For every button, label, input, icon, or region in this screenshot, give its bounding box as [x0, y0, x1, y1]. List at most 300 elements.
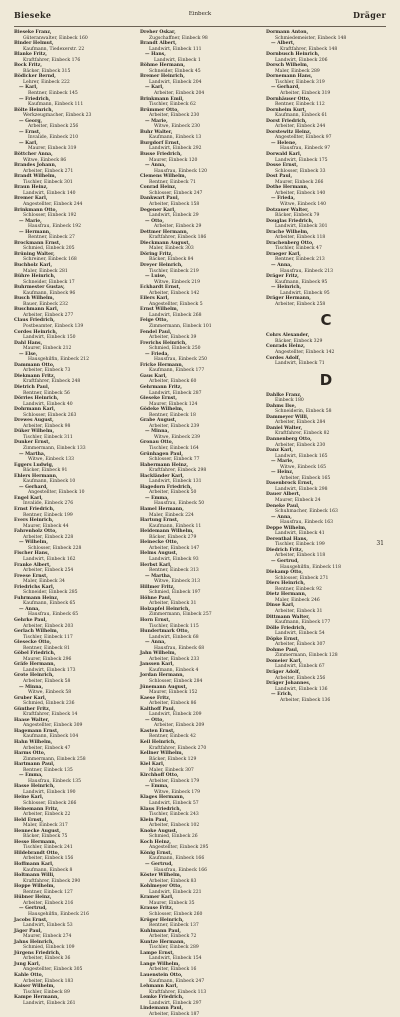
entry-address: Maurer, Einbeck 24: [275, 498, 321, 504]
directory-entry: [14, 585, 134, 596]
entry-name: Feige Otto,: [140, 318, 169, 324]
entry-name: Kaiser Wilhelm,: [14, 984, 55, 990]
entry-address: Schneider, Einbeck 285: [23, 590, 78, 596]
directory-entry: [14, 108, 134, 119]
directory-entry: [140, 52, 260, 63]
directory-entry: [266, 333, 386, 344]
entry-name: Drache Wilhelm,: [266, 229, 309, 235]
entry-name: — Friedrich,: [19, 96, 51, 102]
directory-entry: [140, 429, 260, 440]
directory-entry: [266, 603, 386, 614]
entry-address: Schlosser, Einbeck 266: [23, 801, 77, 807]
entry-name: Gehrmann Fritz,: [140, 385, 182, 390]
entry-address: Arbeiter, Einbeck 142: [149, 290, 200, 296]
entry-name: Heinecke Otto,: [140, 540, 179, 546]
entry-address: Witwe, Einbeck 219: [154, 279, 201, 285]
entry-name: Klaus Friedrich,: [140, 806, 182, 812]
directory-entry: [140, 407, 260, 418]
entry-address: Arbeiter, Einbeck 284: [275, 420, 326, 426]
entry-address: Lehrer, Einbeck 222: [23, 79, 70, 85]
entry-name: Dornheim Kurt,: [266, 107, 307, 113]
directory-entry: [266, 130, 386, 141]
entry-address: Schreiner, Einbeck 168: [23, 257, 77, 263]
page-header: [14, 10, 386, 24]
directory-entry: [266, 581, 386, 592]
entry-name: Evers Heinrich,: [14, 518, 54, 524]
entry-address: Hausfrau, Einbeck 65: [28, 612, 79, 618]
entry-name: Deppe Wilhelm,: [266, 525, 307, 531]
directory-entry: [14, 474, 134, 485]
entry-address: Hausfrau, Einbeck 250: [154, 357, 208, 363]
entry-address: Maurer, Einbeck 319: [28, 146, 77, 152]
entry-address: Maurer, Einbeck 274: [23, 934, 72, 940]
directory-entry: [14, 63, 134, 74]
directory-entry: [14, 563, 134, 574]
entry-name: Frerichs Heinrich,: [140, 340, 187, 346]
directory-entry: [140, 840, 260, 851]
header-right-keyword: Dräger: [352, 10, 386, 20]
entry-address: Landwirt, Einbeck 136: [275, 686, 328, 692]
directory-entry: [140, 574, 260, 585]
entry-address: Landwirt, Einbeck 165: [275, 453, 328, 459]
entry-name: Düker Wilhelm,: [14, 429, 55, 435]
entry-address: Angestellter, Einbeck 5: [149, 301, 203, 307]
entry-name: Krause Fritz,: [140, 906, 174, 912]
directory-entry: [140, 241, 260, 252]
entry-name: Brüning Walter,: [14, 251, 55, 257]
entry-address: Witwe, Einbeck 179: [154, 789, 201, 795]
directory-entry: [14, 440, 134, 451]
entry-name: Degener Karl,: [140, 207, 176, 213]
entry-address: Landwirt, Einbeck 41: [275, 531, 325, 537]
directory-entry: [140, 119, 260, 130]
entry-address: Landwirt, Einbeck 261: [23, 1000, 76, 1006]
directory-entry: [14, 507, 134, 518]
directory-entry: [14, 85, 134, 96]
column-2: [140, 30, 260, 1017]
directory-entry: [14, 463, 134, 474]
entry-address: Kaufmann, Einbeck 177: [149, 368, 205, 374]
directory-entry: [140, 685, 260, 696]
directory-entry: [140, 307, 260, 318]
directory-entry: [140, 230, 260, 241]
entry-address: Tischler, Einbeck 241: [23, 845, 73, 851]
entry-name: — Heinrich,: [271, 285, 302, 291]
entry-address: Arbeiter, Einbeck 204: [154, 91, 205, 97]
entry-name: — Marie,: [145, 118, 168, 124]
entry-address: Maler, Einbeck 317: [23, 823, 68, 829]
entry-name: Hoffmann Karl,: [14, 862, 54, 868]
directory-entry: [14, 884, 134, 895]
entry-address: Arbeiter, Einbeck 118: [275, 553, 326, 559]
directory-entry: [14, 263, 134, 274]
entry-address: Kraftfahrer, Einbeck 176: [23, 57, 81, 63]
directory-entry: [140, 108, 260, 119]
directory-entry: [140, 618, 260, 629]
entry-name: Böhme Hermann,: [140, 63, 186, 69]
entry-name: — Emma,: [145, 495, 169, 501]
entry-address: Zugschaffner, Einbeck 98: [149, 35, 208, 41]
column-1: [14, 30, 134, 1006]
entry-name: Jürgens Friedrich,: [14, 950, 61, 956]
entry-address: Arbeiter, Einbeck 230: [149, 113, 200, 119]
entry-address: Arbeiter, Einbeck 29: [154, 224, 202, 230]
entry-name: Dauer Albert,: [266, 492, 301, 498]
entry-name: Cordes Adolf,: [266, 355, 301, 361]
entry-address: Tischler, Einbeck 219: [149, 268, 199, 274]
entry-address: Landwirt, Einbeck 57: [149, 801, 199, 807]
directory-entry: [14, 130, 134, 141]
entry-address: Maler, Einbeck 34: [23, 579, 65, 585]
entry-address: Rentner, Einbeck 27: [28, 235, 75, 241]
directory-entry: [140, 219, 260, 230]
entry-name: Kellner Wilhelm,: [140, 751, 184, 757]
entry-address: Postbeamter, Einbeck 139: [23, 323, 84, 329]
entry-address: Kaufmann, Einbeck 111: [28, 102, 84, 108]
entry-address: Tischler, Einbeck 47: [275, 246, 322, 252]
entry-name: — Anna,: [19, 606, 40, 612]
directory-entry: [140, 474, 260, 485]
entry-address: Arbeiter, Einbeck 230: [275, 442, 326, 448]
header-center-place: Einbeck: [188, 11, 212, 17]
entry-address: Arbeiter, Einbeck 165: [280, 475, 331, 481]
entry-name: — Gerhard,: [19, 484, 48, 490]
entry-name: Heinemann Fritz,: [14, 806, 59, 812]
entry-address: Maurer, Einbeck 124: [149, 401, 198, 407]
entry-address: Hausgehilfin, Einbeck 118: [280, 564, 341, 570]
entry-name: Ernst Friedrich,: [14, 507, 55, 513]
entry-name: Kampe Hermann,: [14, 995, 59, 1001]
directory-entry: [140, 318, 260, 329]
directory-entry: [14, 829, 134, 840]
entry-name: Krüger Heinrich,: [140, 917, 184, 923]
entry-address: Kaufmann, Einbeck 95: [275, 279, 328, 285]
entry-address: Arbeiter, Einbeck 319: [280, 91, 331, 97]
entry-address: Kraftfahrer, Einbeck 113: [149, 989, 207, 995]
entry-address: Arbeiter, Einbeck 183: [23, 978, 74, 984]
entry-address: Güteranwalter, Einbeck 160: [23, 35, 88, 41]
entry-address: Landwirt, Einbeck 54: [275, 631, 325, 637]
directory-entry: [14, 951, 134, 962]
entry-name: Domeier Karl,: [266, 658, 302, 664]
entry-name: Kirchhoff Otto,: [140, 773, 179, 779]
directory-entry: [266, 415, 386, 426]
entry-address: Arbeiter, Einbeck 31: [149, 601, 197, 607]
entry-address: Maler, Einbeck 224: [149, 512, 194, 518]
entry-address: Arbeiter, Einbeck 147: [149, 545, 200, 551]
directory-entry: [14, 995, 134, 1006]
entry-name: — Anna,: [271, 262, 292, 268]
directory-entry: [140, 862, 260, 873]
entry-address: Landwirt, Einbeck 292: [149, 146, 202, 152]
directory-entry: [140, 185, 260, 196]
directory-entry: [14, 862, 134, 873]
entry-name: Buschmann Karl,: [14, 307, 59, 313]
entry-address: Tischler, Einbeck 199: [275, 542, 325, 548]
entry-address: Hausfrau, Einbeck 166: [154, 867, 208, 873]
entry-address: Rentner, Einbeck 199: [23, 512, 73, 518]
directory-entry: [14, 707, 134, 718]
directory-entry: [266, 252, 386, 263]
entry-name: Keil Heinrich,: [140, 740, 176, 745]
directory-entry: [14, 751, 134, 762]
entry-address: Arbeiter, Einbeck 72: [149, 934, 197, 940]
entry-name: — Hermann,: [19, 229, 51, 235]
directory-entry: [266, 296, 386, 307]
entry-name: — Helene,: [271, 140, 297, 146]
entry-name: Klein Paul,: [140, 817, 169, 823]
directory-entry: [140, 63, 260, 74]
entry-address: Arbeiter, Einbeck 50: [149, 490, 197, 496]
entry-name: Brandes Johann,: [14, 163, 57, 169]
directory-entry: [14, 640, 134, 651]
entry-address: Kaufmann, Einbeck 166: [149, 856, 205, 862]
directory-entry: [266, 141, 386, 152]
directory-entry: [14, 895, 134, 906]
entry-address: Kaufmann, Einbeck 65: [23, 601, 76, 607]
entry-name: Grote Heinrich,: [14, 673, 54, 679]
entry-address: Tischler, Einbeck 311: [23, 434, 73, 440]
entry-name: Dorstewitz Heinz,: [266, 129, 312, 135]
directory-entry: [140, 995, 260, 1006]
directory-entry: [14, 196, 134, 207]
entry-address: Kraftfahrer, Einbeck 270: [149, 745, 207, 751]
entry-name: — Anna,: [145, 640, 166, 646]
directory-entry: [266, 448, 386, 459]
entry-name: Dothe Hermann,: [266, 185, 309, 191]
directory-entry: [266, 41, 386, 52]
entry-name: Harms Otto,: [14, 751, 46, 757]
directory-entry: [14, 341, 134, 352]
entry-address: Kraftfahrer, Einbeck 82: [275, 431, 330, 437]
directory-entry: [14, 618, 134, 629]
directory-entry: [14, 851, 134, 862]
entry-address: Landwirt, Einbeck 221: [149, 889, 202, 895]
entry-name: Heidemann Wilhelm,: [140, 529, 194, 535]
entry-address: Bäcker, Einbeck 84: [149, 257, 194, 263]
entry-address: Arbeiter, Einbeck 86: [149, 701, 197, 707]
entry-name: Hillmer Fritz,: [140, 584, 175, 590]
entry-address: Schlosser, Einbeck 284: [149, 678, 203, 684]
directory-entry: [14, 241, 134, 252]
directory-entry: [14, 485, 134, 496]
entry-address: Bäcker, Einbeck 129: [149, 756, 197, 762]
directory-entry: [140, 352, 260, 363]
entry-address: Rentner, Einbeck 213: [275, 257, 325, 263]
entry-address: Landwirt, Einbeck 287: [149, 390, 202, 396]
entry-name: Lange Wilhelm,: [140, 961, 180, 967]
entry-name: — Emma,: [145, 784, 169, 790]
entry-address: Hausfrau, Einbeck 163: [280, 520, 334, 526]
entry-address: Angestellter, Einbeck 142: [275, 349, 335, 355]
entry-name: — Luise,: [145, 274, 167, 280]
entry-address: Rentner, Einbeck 313: [149, 568, 199, 574]
entry-name: Hennecke August,: [14, 828, 61, 834]
entry-name: Dornbusch Heinrich,: [266, 52, 320, 58]
entry-address: Landwirt, Einbeck 301: [275, 224, 328, 230]
entry-name: Jünemann August,: [140, 684, 188, 690]
entry-name: Dohrmann Karl,: [14, 407, 56, 413]
entry-name: — Marie,: [271, 459, 294, 465]
directory-entry: [140, 718, 260, 729]
entry-name: Kuntze Hermann,: [140, 939, 186, 945]
directory-entry: [266, 263, 386, 274]
directory-entry: [14, 152, 134, 163]
entry-name: Dahl Hans,: [14, 340, 43, 346]
directory-entry: [140, 152, 260, 163]
entry-address: Landwirt, Einbeck 268: [149, 312, 202, 318]
directory-entry: [266, 659, 386, 670]
entry-name: Lehmann Karl,: [140, 984, 178, 990]
entry-name: Hamel Hermann,: [140, 507, 184, 513]
header-rule: [14, 26, 386, 27]
directory-entry: [266, 648, 386, 659]
entry-name: Brümmer Otto,: [140, 107, 179, 113]
entry-name: Dräger Hermann,: [266, 296, 311, 302]
entry-address: Landwirt, Einbeck 53: [23, 923, 73, 929]
directory-entry: [140, 662, 260, 673]
directory-entry: [140, 330, 260, 341]
entry-address: Arbeiter, Einbeck 228: [23, 534, 74, 540]
entry-name: Gruber Karl,: [14, 695, 47, 701]
directory-entry: [140, 873, 260, 884]
entry-name: Diekmann Fritz,: [14, 373, 56, 379]
directory-entry: [266, 470, 386, 481]
entry-address: Bäcker, Einbeck 329: [275, 338, 323, 344]
entry-address: Angestellter, Einbeck 305: [23, 967, 83, 973]
directory-entry: [140, 629, 260, 640]
entry-name: Buhrmester Gustav,: [14, 285, 65, 291]
entry-name: Jordan Hermann,: [140, 673, 185, 679]
entry-name: Döpke Ernst,: [266, 636, 300, 642]
directory-entry: [14, 973, 134, 984]
directory-entry: [14, 840, 134, 851]
directory-entry: [140, 141, 260, 152]
directory-entry: [14, 629, 134, 640]
entry-address: Tischler, Einbeck 62: [149, 102, 196, 108]
entry-name: Hesse Hermann,: [14, 839, 57, 845]
directory-entry: [140, 795, 260, 806]
directory-entry: [140, 296, 260, 307]
entry-address: Kraftfahrer, Einbeck 290: [23, 878, 81, 884]
directory-entry: [140, 163, 260, 174]
entry-name: Held Ernst,: [14, 817, 44, 823]
entry-name: Daniel Walter,: [266, 425, 303, 431]
directory-entry: [140, 951, 260, 962]
entry-name: Dreyer Heinrich,: [140, 262, 183, 268]
entry-name: Gräfe Hermann,: [14, 662, 56, 668]
entry-name: Ehlers Hermann,: [14, 473, 58, 479]
entry-address: Arbeiter, Einbeck 216: [23, 900, 74, 906]
entry-address: Arbeiter, Einbeck 203: [23, 623, 74, 629]
directory-entry: [266, 481, 386, 492]
entry-address: Kraftfahrer, Einbeck 298: [149, 468, 207, 474]
entry-address: Arbeiter, Einbeck 158: [149, 201, 200, 207]
entry-name: Herbst Karl,: [140, 562, 172, 568]
entry-name: Dammeyer Willi,: [266, 414, 309, 420]
directory-entry: [266, 108, 386, 119]
directory-entry: [266, 437, 386, 448]
entry-address: Schmiedemeister, Einbeck 148: [275, 35, 347, 41]
directory-entry: [266, 504, 386, 515]
directory-entry: [14, 285, 134, 296]
entry-address: Rentner, Einbeck 42: [149, 734, 196, 740]
entry-name: Dettmer Hermann,: [140, 229, 189, 235]
entry-name: Busch Wilhelm,: [14, 296, 55, 302]
directory-entry: [140, 696, 260, 707]
directory-entry: [266, 526, 386, 537]
entry-name: — Ernst,: [19, 129, 41, 135]
directory-entry: [140, 374, 260, 385]
entry-address: Maurer, Einbeck 212: [23, 346, 72, 352]
entry-address: Kaufmann, Einbeck 104: [23, 734, 79, 740]
directory-entry: [140, 30, 260, 41]
entry-address: Schlosser, Einbeck 77: [149, 457, 200, 463]
entry-address: Landwirt, Einbeck 209: [149, 712, 202, 718]
entry-name: — Minna,: [19, 684, 44, 690]
entry-address: Hausfrau, Einbeck 135: [28, 778, 82, 784]
entry-address: Werkzeugmacher, Einbeck 23: [23, 113, 92, 119]
entry-name: Fahrenholz Otto,: [14, 529, 57, 535]
directory-entry: [140, 85, 260, 96]
entry-address: Arbeiter, Einbeck 187: [149, 1011, 200, 1017]
entry-address: Landwirt, Einbeck 297: [149, 1000, 202, 1006]
directory-entry: [140, 285, 260, 296]
entry-address: Rentner, Einbeck 127: [23, 889, 73, 895]
directory-entry: [266, 615, 386, 626]
entry-name: Dahms Ilse,: [266, 403, 297, 409]
directory-entry: [140, 385, 260, 396]
directory-entry: [140, 607, 260, 618]
entry-address: Landwirt, Einbeck 204: [149, 79, 202, 85]
directory-entry: [14, 918, 134, 929]
entry-address: Arbeiter, Einbeck 140: [275, 190, 326, 196]
directory-entry: [14, 230, 134, 241]
entry-address: Zimmermann, Einbeck 101: [149, 323, 212, 329]
entry-address: Landwirt, Einbeck 29: [149, 213, 199, 219]
entry-address: Hausgehilfin, Einbeck 212: [28, 357, 89, 363]
entry-name: Koch Heinz,: [140, 839, 171, 845]
entry-address: Zimmermann, Einbeck 128: [275, 653, 338, 659]
entry-name: Dölle Friedrich,: [266, 625, 307, 631]
entry-name: — Else,: [19, 351, 38, 357]
entry-name: Gerlach Wilhelm,: [14, 629, 59, 635]
entry-name: Dräger Adolf,: [266, 669, 301, 675]
entry-name: Buchholz Karl,: [14, 262, 53, 268]
directory-entry: [266, 119, 386, 130]
entry-address: Rentner, Einbeck 135: [23, 767, 73, 773]
entry-address: Maurer, Einbeck 35: [149, 900, 195, 906]
entry-address: Hausfrau, Einbeck 120: [154, 168, 208, 174]
entry-name: — Otto,: [145, 717, 164, 723]
entry-name: Deneke Paul,: [266, 503, 300, 509]
directory-entry: [140, 363, 260, 374]
entry-address: Schlosser, Einbeck 247: [149, 190, 203, 196]
directory-entry: [14, 696, 134, 707]
directory-entry: [14, 52, 134, 63]
entry-name: Dohme Paul,: [266, 647, 299, 653]
directory-entry: [14, 940, 134, 951]
entry-address: Arbeiter, Einbeck 73: [23, 368, 71, 374]
directory-entry: [14, 662, 134, 673]
directory-entry: [140, 962, 260, 973]
entry-name: Bieseke Franz,: [14, 30, 52, 35]
directory-entry: [14, 274, 134, 285]
entry-address: Tischler, Einbeck 164: [149, 446, 199, 452]
directory-entry: [266, 241, 386, 252]
entry-name: Claus Friedrich,: [14, 318, 55, 324]
entry-address: Witwe, Einbeck 58: [28, 690, 72, 696]
